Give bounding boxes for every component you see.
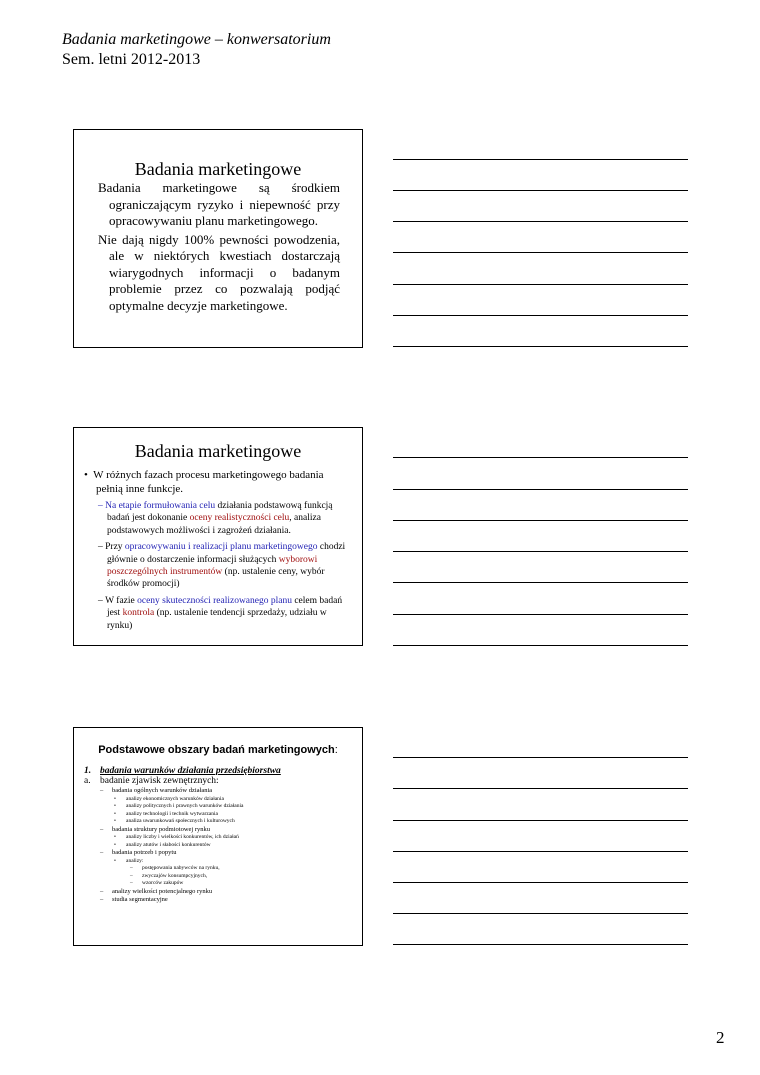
dash-marker: – xyxy=(98,501,103,511)
dash-marker: – xyxy=(98,595,103,606)
list-bullet-item xyxy=(114,811,362,819)
sub-2-highlight-2: wyborowi poszczególnych instrumentów xyxy=(107,554,318,578)
slide-2-sub-1 xyxy=(98,500,348,537)
note-line xyxy=(393,944,688,945)
note-line xyxy=(393,252,688,253)
bullet-item-text: analizy politycznych i prawnych warunków działania xyxy=(126,803,244,809)
heading-number: 1. xyxy=(84,766,92,776)
sub-1-text-2: , analiza podstawowych możliwości i zagrożeń działania. xyxy=(107,513,321,536)
note-line xyxy=(393,882,688,883)
bullet-item-text: analizy atutów i słabości konkurentów xyxy=(126,841,211,848)
bullet-item-text: analizy liczby i wielkości konkurentów, ich działań xyxy=(126,834,239,840)
dash-marker: – xyxy=(130,880,133,886)
dash-item-text: badania ogólnych warunków działania xyxy=(112,787,213,794)
dash-item-text: badania struktury podmiotowej rynku xyxy=(112,825,211,833)
note-line xyxy=(393,645,688,646)
slide-1 xyxy=(73,129,363,348)
slide-1-paragraph-2: Nie dają nigdy 100% pewności powodzenia, ale w niektórych kwestiach dostarczają wiarygodnych informacji o badanym problemie przez co pozwalają podjąć optymalne decyzje marketingowe. xyxy=(98,231,340,313)
list-dash-subitem xyxy=(130,873,362,881)
note-line xyxy=(393,820,688,821)
sub-2-text: Przy xyxy=(105,542,125,553)
slide-1-paragraph-1: Badania marketingowe są środkiem ograniczającym ryzyko i niepewność przy opracowywaniu planu marketingowego. xyxy=(98,180,340,228)
point-text: badanie zjawisk zewnętrznych: xyxy=(100,776,219,786)
list-dash-item xyxy=(100,787,362,796)
slide-2-sub-3 xyxy=(98,595,348,632)
dash-subitem-text: postępowania nabywców na rynku, xyxy=(142,865,220,871)
bullet-marker: • xyxy=(114,803,116,809)
note-line xyxy=(393,221,688,222)
sub-3-highlight-2: kontrola xyxy=(122,608,155,619)
note-line xyxy=(393,159,688,160)
dash-subitem-text: wzorców zakupów xyxy=(142,880,184,886)
note-line xyxy=(393,457,688,458)
sub-2-text-2: chodzi głównie o dostarczenie informacji służących xyxy=(107,542,346,565)
bullet-marker: • xyxy=(114,810,116,817)
dash-marker: – xyxy=(100,887,104,895)
slide-3-title xyxy=(74,744,362,756)
note-line xyxy=(393,582,688,583)
dash-marker: – xyxy=(100,849,104,856)
note-line xyxy=(393,284,688,285)
dash-subitem-text: zwyczajów konsumpcyjnych, xyxy=(142,872,208,879)
note-line xyxy=(393,788,688,789)
note-line xyxy=(393,757,688,758)
bullet-text: W różnych fazach procesu marketingowego badania pełnią inne funkcje. xyxy=(93,469,324,495)
bullet-marker: • xyxy=(84,469,88,481)
slide-3-point-a xyxy=(84,776,362,787)
sub-1-highlight-2: oceny realistyczności celu xyxy=(189,513,290,524)
slide-1-title: Badania marketingowe xyxy=(134,159,302,179)
bullet-marker: • xyxy=(114,834,116,840)
dash-marker: – xyxy=(100,787,104,794)
dash-marker: – xyxy=(130,865,133,871)
bullet-item-text: analizy ekonomicznych warunków działania xyxy=(126,795,224,802)
bullet-marker: • xyxy=(114,841,116,848)
dash-item-text: badania potrzeb i popytu xyxy=(112,849,177,856)
dash-marker: – xyxy=(130,872,133,879)
slide-2-bullet xyxy=(84,468,350,496)
list-dash-subitem xyxy=(130,880,362,888)
slide-3-heading-1 xyxy=(84,766,362,776)
note-line xyxy=(393,520,688,521)
dash-item-text: studia segmentacyjne xyxy=(112,896,168,903)
note-line xyxy=(393,913,688,914)
note-line xyxy=(393,489,688,490)
list-bullet-item xyxy=(114,858,362,866)
list-bullet-item xyxy=(114,818,362,826)
slide-2 xyxy=(73,427,363,646)
sub-2-text-3: (np. ustalenie ceny, wybór środków promocji) xyxy=(107,567,325,590)
note-line xyxy=(393,346,688,347)
sub-3-text: W fazie xyxy=(105,595,138,606)
bullet-item-text: analizy: xyxy=(126,857,144,864)
list-bullet-item xyxy=(114,796,362,804)
sub-3-text-2: celem badań jest xyxy=(107,595,343,619)
dash-item-text: analizy wielkości potencjalnego rynku xyxy=(112,887,213,895)
bullet-marker: • xyxy=(114,857,116,864)
bullet-marker: • xyxy=(114,818,116,824)
page-number: 2 xyxy=(716,1028,725,1047)
sub-2-highlight: opracowywaniu i realizacji planu marketingowego xyxy=(124,542,318,553)
note-line xyxy=(393,614,688,615)
list-dash-item xyxy=(100,896,362,905)
slide-2-title: Badania marketingowe xyxy=(134,441,302,461)
note-line xyxy=(393,315,688,316)
list-dash-item xyxy=(100,888,362,897)
point-marker: a. xyxy=(84,776,91,786)
sub-1-highlight: Na etapie formułowania celu xyxy=(105,501,216,511)
sub-3-text-3: (np. ustalenie tendencji sprzedaży, udziału w rynku) xyxy=(107,608,327,631)
list-dash-subitem xyxy=(130,865,362,873)
semester-label: Sem. letni 2012-2013 xyxy=(62,51,201,68)
slide-2-sub-2 xyxy=(98,541,348,591)
sub-1-text: działania podstawową funkcją badań jest dokonanie xyxy=(107,501,333,524)
list-dash-item xyxy=(100,826,362,835)
heading-text: badania warunków działania przedsiębiorstwa xyxy=(100,766,281,776)
list-bullet-item xyxy=(114,834,362,842)
document-title: Badania marketingowe – konwersatorium xyxy=(62,31,331,48)
note-line xyxy=(393,190,688,191)
slide-3-title-text: Podstawowe obszary badań marketingowych xyxy=(98,744,335,756)
list-bullet-item xyxy=(114,842,362,850)
dash-marker: – xyxy=(98,542,103,553)
dash-marker: – xyxy=(100,896,104,903)
bullet-item-text: analizy technologii i technik wytwarzania xyxy=(126,810,218,817)
slide-3 xyxy=(73,727,363,946)
list-dash-item xyxy=(100,849,362,858)
dash-marker: – xyxy=(100,825,104,833)
bullet-item-text: analiza uwarunkowań społecznych i kulturowych xyxy=(126,818,235,824)
sub-3-highlight: oceny skuteczności realizowanego planu xyxy=(137,595,292,606)
note-line xyxy=(393,551,688,552)
list-bullet-item xyxy=(114,803,362,811)
bullet-marker: • xyxy=(114,795,116,802)
slide-3-title-colon: : xyxy=(334,744,338,756)
note-line xyxy=(393,851,688,852)
